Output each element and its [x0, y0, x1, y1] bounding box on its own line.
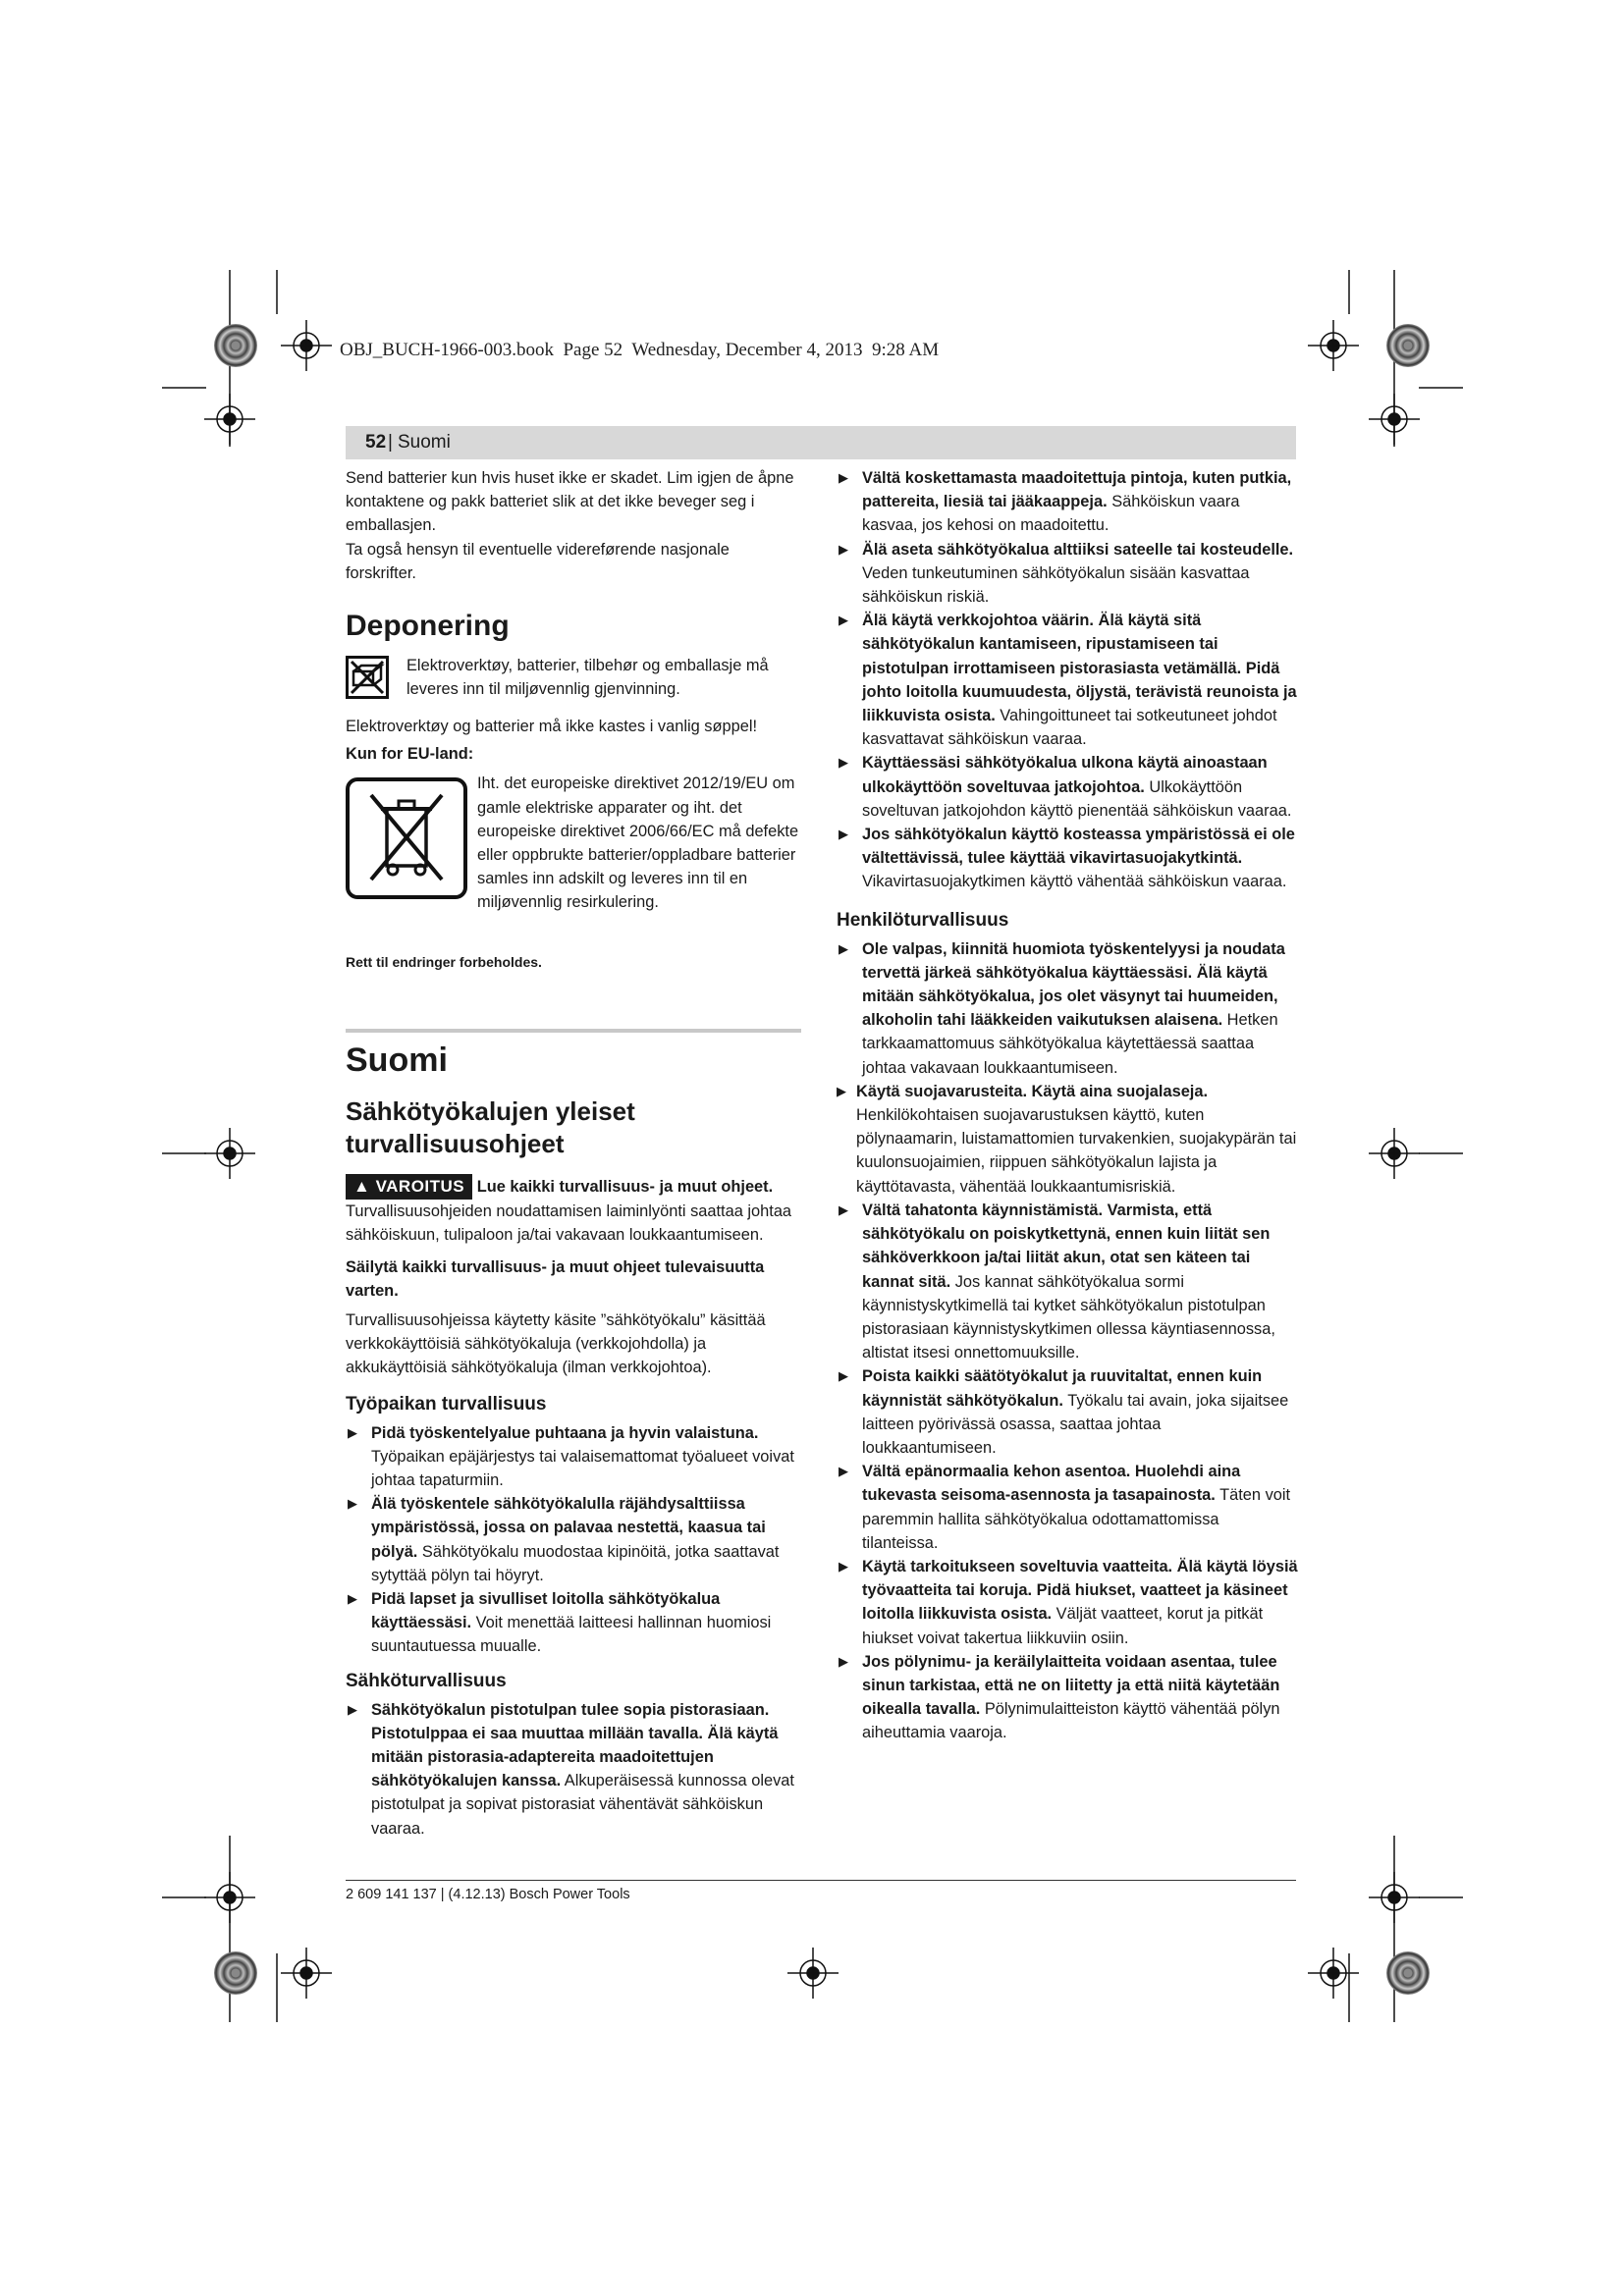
- item-bold: Jos pölynimu- ja keräilylaitteita voidaan asentaa, tulee sinun tarkistaa, että ne on liitetty ja että niitä käytetään oikealla tavalla.: [862, 1652, 1280, 1719]
- list-item: [837, 937, 1298, 1080]
- warning-bold: Lue kaikki turvallisuus- ja muut ohjeet.: [476, 1178, 774, 1196]
- item-bold: Ole valpas, kiinnitä huomiota työskentelyysi ja noudata tervettä järkeä sähkötyökalua käyttäessäsi. Älä käytä mitään sähkötyökalua, jos olet väsynyt tai huumeiden, alkoholin tahi lääkkeiden vaikutuksen alaisena.: [862, 939, 1285, 1030]
- recycling-note: [346, 654, 803, 705]
- section-title-suomi: Suomi: [346, 1041, 448, 1079]
- item-bold: Sähkötyökalun pistotulpan tulee sopia pistorasiaan. Pistotulppaa ei saa muuttaa millään tavalla. Älä käytä mitään pistorasia-adaptereita maadoitettujen sähkötyökalujen kanssa.: [371, 1700, 779, 1790]
- item-bold: Vältä epänormaalia kehon asentoa. Huolehdi aina tukevasta seisoma-asennosta ja tasapainosta.: [862, 1463, 1241, 1505]
- list-item: [837, 1199, 1298, 1364]
- page-footer: 2 609 141 137 | (4.12.13) Bosch Power Tools: [346, 1887, 630, 1902]
- item-text: Ulkokäyttöön soveltuvan jatkojohdon käyttö pienentää sähköiskun vaaraa.: [862, 777, 1292, 820]
- subsection-title-electric: Sähköturvallisuus: [346, 1670, 507, 1691]
- bullet-arrow-icon: ▶: [839, 940, 848, 956]
- electric-list: [837, 466, 1298, 894]
- item-text: Täten voit paremmin hallita sähkötyökalua odottamattomissa tilanteissa.: [862, 1486, 1291, 1552]
- list-item: [346, 1698, 803, 1841]
- item-text: Työpaikan epäjärjestys tai valaisemattomat työalueet voivat johtaa tapaturmiin.: [371, 1447, 794, 1490]
- item-bold: Käytä tarkoitukseen soveltuvia vaatteita. Älä käytä löysiä työvaatteita tai koruja. Pidä hiukset, vaatteet ja käsineet loitolla liikkuvista osista.: [862, 1557, 1298, 1624]
- list-item: [837, 1364, 1298, 1460]
- intro-paragraph: Ta også hensyn til eventuelle videreførende nasjonale forskrifter.: [346, 540, 730, 582]
- item-bold: Käyttäessäsi sähkötyökalua ulkona käytä ainoastaan ulkokäyttöön soveltuvaa jatkojohtoa.: [862, 754, 1268, 796]
- item-text: Pölynimulaitteiston käyttö vähentää pölyn aiheuttamia vaaroja.: [862, 1700, 1280, 1742]
- bullet-arrow-icon: ▶: [348, 1591, 357, 1607]
- list-item: [837, 823, 1298, 894]
- color-swatch-icon: [214, 1951, 257, 1995]
- safety-title: Sähkötyökalujen yleiset turvallisuusohjeet: [346, 1096, 635, 1158]
- personal-list: [837, 937, 1298, 1745]
- bullet-arrow-icon: ▶: [839, 1201, 848, 1217]
- item-text: Työkalu tai avain, joka sijaitsee laitteen pyörivässä osassa, saattaa johtaa loukkaantumiseen.: [862, 1391, 1289, 1457]
- bullet-arrow-icon: ▶: [839, 827, 848, 842]
- warning-badge-label: VAROITUS: [375, 1177, 465, 1196]
- list-item: [837, 751, 1298, 823]
- page-number: 52: [365, 432, 387, 453]
- list-item: [837, 1460, 1298, 1555]
- item-text: Veden tunkeutuminen sähkötyökalun sisään kasvattaa sähköiskun riskiä.: [862, 563, 1250, 607]
- bullet-arrow-icon: ▶: [839, 1464, 848, 1479]
- footer-rule: [346, 1880, 1296, 1881]
- list-item: [837, 1650, 1298, 1745]
- list-item: [837, 538, 1298, 610]
- eu-directive-block: [346, 772, 803, 917]
- list-item: [837, 1080, 1298, 1199]
- disposal-paragraph: Elektroverktøy og batterier må ikke kastes i vanlig søppel!: [346, 718, 758, 736]
- item-text: Voit menettää laitteesi hallinnan huomiosi suuntautuessa muualle.: [371, 1614, 772, 1656]
- item-text: Alkuperäisessä kunnossa olevat pistotulpat ja sopivat pistorasiat vähentävät sähköiskun vaaraa.: [371, 1772, 794, 1838]
- section-divider: [346, 1029, 801, 1033]
- bullet-arrow-icon: ▶: [839, 541, 848, 557]
- rights-reserved: Rett til endringer forbeholdes.: [346, 954, 542, 971]
- item-bold: Älä käytä verkkojohtoa väärin. Älä käytä sitä sähkötyökalun kantamiseen, ripustamiseen tai pistotulpan irrottamiseen pistorasiasta vetämällä. Pidä johto loitolla kuumuudesta, öljystä, terävistä reunoista ja liikkuvista osista.: [862, 612, 1297, 725]
- list-item: [837, 466, 1298, 538]
- subsection-title-personal: Henkilöturvallisuus: [837, 909, 1009, 931]
- item-bold: Vältä koskettamasta maadoitettuja pintoja, kuten putkia, pattereita, liesiä tai jääkaappeja.: [862, 469, 1292, 511]
- eu-heading: Kun for EU-land:: [346, 745, 474, 764]
- item-bold: Vältä tahatonta käynnistämistä. Varmista, että sähkötyökalu on poiskytkettynä, ennen kuin liität sen sähköverkkoon ja/tai liität akun, otat sen käteen tai kannat sitä.: [862, 1201, 1271, 1291]
- color-swatch-icon: [214, 324, 257, 367]
- item-bold: Käytä suojavarusteita. Käytä aina suojalaseja.: [856, 1082, 1209, 1100]
- item-text: Hetken tarkkaamattomuus sähkötyökalua käytettäessä saattaa johtaa vakavaan loukkaantumiseen.: [862, 1011, 1278, 1077]
- intro-paragraph: Send batterier kun hvis huset ikke er skadet. Lim igjen de åpne kontaktene og pakk batteriet slik at det ikke beveger seg i emballasjen.: [346, 469, 794, 535]
- item-bold: Pidä työskentelyalue puhtaana ja hyvin valaistuna.: [371, 1423, 759, 1442]
- left-column-suomi: [346, 1039, 803, 1841]
- right-column: [837, 466, 1298, 1745]
- warning-body: Turvallisuusohjeiden noudattamisen laiminlyönti saattaa johtaa sähköiskuun, tulipaloon ja/tai vakavaan loukkaantumiseen.: [346, 1202, 792, 1245]
- recycle-packaging-icon: [346, 656, 389, 699]
- bullet-arrow-icon: ▶: [348, 1701, 357, 1717]
- list-item: [346, 1587, 803, 1659]
- bullet-arrow-icon: ▶: [839, 1653, 848, 1669]
- crossed-bin-icon: [346, 777, 467, 899]
- item-text: Väljät vaatteet, korut ja pitkät hiukset voivat takertua liikkuviin osiin.: [862, 1605, 1264, 1647]
- color-swatch-icon: [1386, 324, 1430, 367]
- list-item: [837, 609, 1298, 751]
- item-text: Vikavirtasuojakytkimen käyttö vähentää sähköiskun vaaraa.: [862, 873, 1287, 891]
- item-text: Henkilökohtaisen suojavarustuksen käyttö, kuten pölynaamarin, luistamattomien turvakenkien, suojakypärän tai kuulonsuojaimien, riippuen sähkötyökalun lajista ja käyttötavasta, vähentää loukkaantumisriskiä.: [856, 1106, 1297, 1196]
- list-item: [837, 1555, 1298, 1650]
- item-text: Jos kannat sähkötyökalua sormi käynnistyskytkimellä tai kytket sähkötyökalun pistotulpan pistorasiaan käynnistyskytkimen ollessa käyntiasennossa, altistat itsesi onnettomuuksille.: [862, 1272, 1275, 1362]
- bullet-arrow-icon: ▶: [839, 613, 848, 628]
- keep-instructions: Säilytä kaikki turvallisuus- ja muut ohjeet tulevaisuutta varten.: [346, 1257, 765, 1300]
- list-item: [346, 1492, 803, 1587]
- item-bold: Pidä lapset ja sivulliset loitolla sähkötyökalua käyttäessäsi.: [371, 1590, 721, 1632]
- warning-block: [346, 1174, 803, 1248]
- eu-directive-text: Iht. det europeiske direktivet 2012/19/EU om gamle elektriske apparater og iht. det europeiske direktivet 2006/66/EC må defekte eller oppbrukte batterier/oppladbare batterier samles inn adskilt og leveres inn til en miljøvennlig resirkulering.: [477, 774, 799, 912]
- item-text: Vahingoittuneet tai sotkeutuneet johdot kasvattavat sähköiskun vaaraa.: [862, 707, 1277, 749]
- print-info-line: OBJ_BUCH-1966-003.book Page 52 Wednesday, December 4, 2013 9:28 AM: [340, 340, 940, 360]
- subsection-title-workplace: Työpaikan turvallisuus: [346, 1393, 547, 1415]
- bullet-arrow-icon: ▶: [839, 1558, 848, 1574]
- header-separator: |: [388, 432, 393, 453]
- item-bold: Älä aseta sähkötyökalua alttiiksi sateelle tai kosteudelle.: [862, 540, 1294, 559]
- bullet-arrow-icon: ▶: [839, 1368, 848, 1384]
- warning-triangle-icon: ▲: [353, 1177, 371, 1196]
- term-definition: Turvallisuusohjeissa käytetty käsite ”sähkötyökalu” käsittää verkkokäyttöisiä sähkötyökaluja (verkkojohdolla) ja akkukäyttöisiä sähkötyökaluja (ilman verkkojohtoa).: [346, 1311, 766, 1377]
- workplace-list: [346, 1421, 803, 1659]
- header-language: Suomi: [398, 432, 451, 453]
- color-swatch-icon: [1386, 1951, 1430, 1995]
- page-header: [346, 426, 1296, 459]
- warning-badge: [346, 1174, 472, 1200]
- item-text: Sähköiskun vaara kasvaa, jos kehosi on maadoitettu.: [862, 493, 1240, 535]
- bullet-arrow-icon: ▶: [839, 755, 848, 771]
- item-bold: Älä työskentele sähkötyökalulla räjähdysalttiissa ympäristössä, jossa on palavaa nestettä, kaasua tai pölyä.: [371, 1495, 766, 1561]
- section-title-deponering: Deponering: [346, 610, 510, 643]
- bullet-arrow-icon: ▶: [348, 1496, 357, 1512]
- recycling-note-text: Elektroverktøy, batterier, tilbehør og emballasje må leveres inn til miljøvennlig gjenvinning.: [406, 657, 769, 699]
- list-item: [346, 1421, 803, 1493]
- warning-text: [346, 1174, 803, 1248]
- bullet-arrow-icon: ▶: [837, 1083, 846, 1098]
- left-column: [346, 466, 803, 975]
- bullet-arrow-icon: ▶: [348, 1424, 357, 1440]
- item-text: Sähkötyökalu muodostaa kipinöitä, jotka saattavat sytyttää pölyn tai höyryt.: [371, 1542, 780, 1584]
- item-bold: Poista kaikki säätötyökalut ja ruuvitaltat, ennen kuin käynnistät sähkötyökalun.: [862, 1367, 1263, 1410]
- bullet-arrow-icon: ▶: [839, 470, 848, 485]
- item-bold: Jos sähkötyökalun käyttö kosteassa ympäristössä ei ole vältettävissä, tulee käyttää vikavirtasuojakytkintä.: [862, 826, 1295, 868]
